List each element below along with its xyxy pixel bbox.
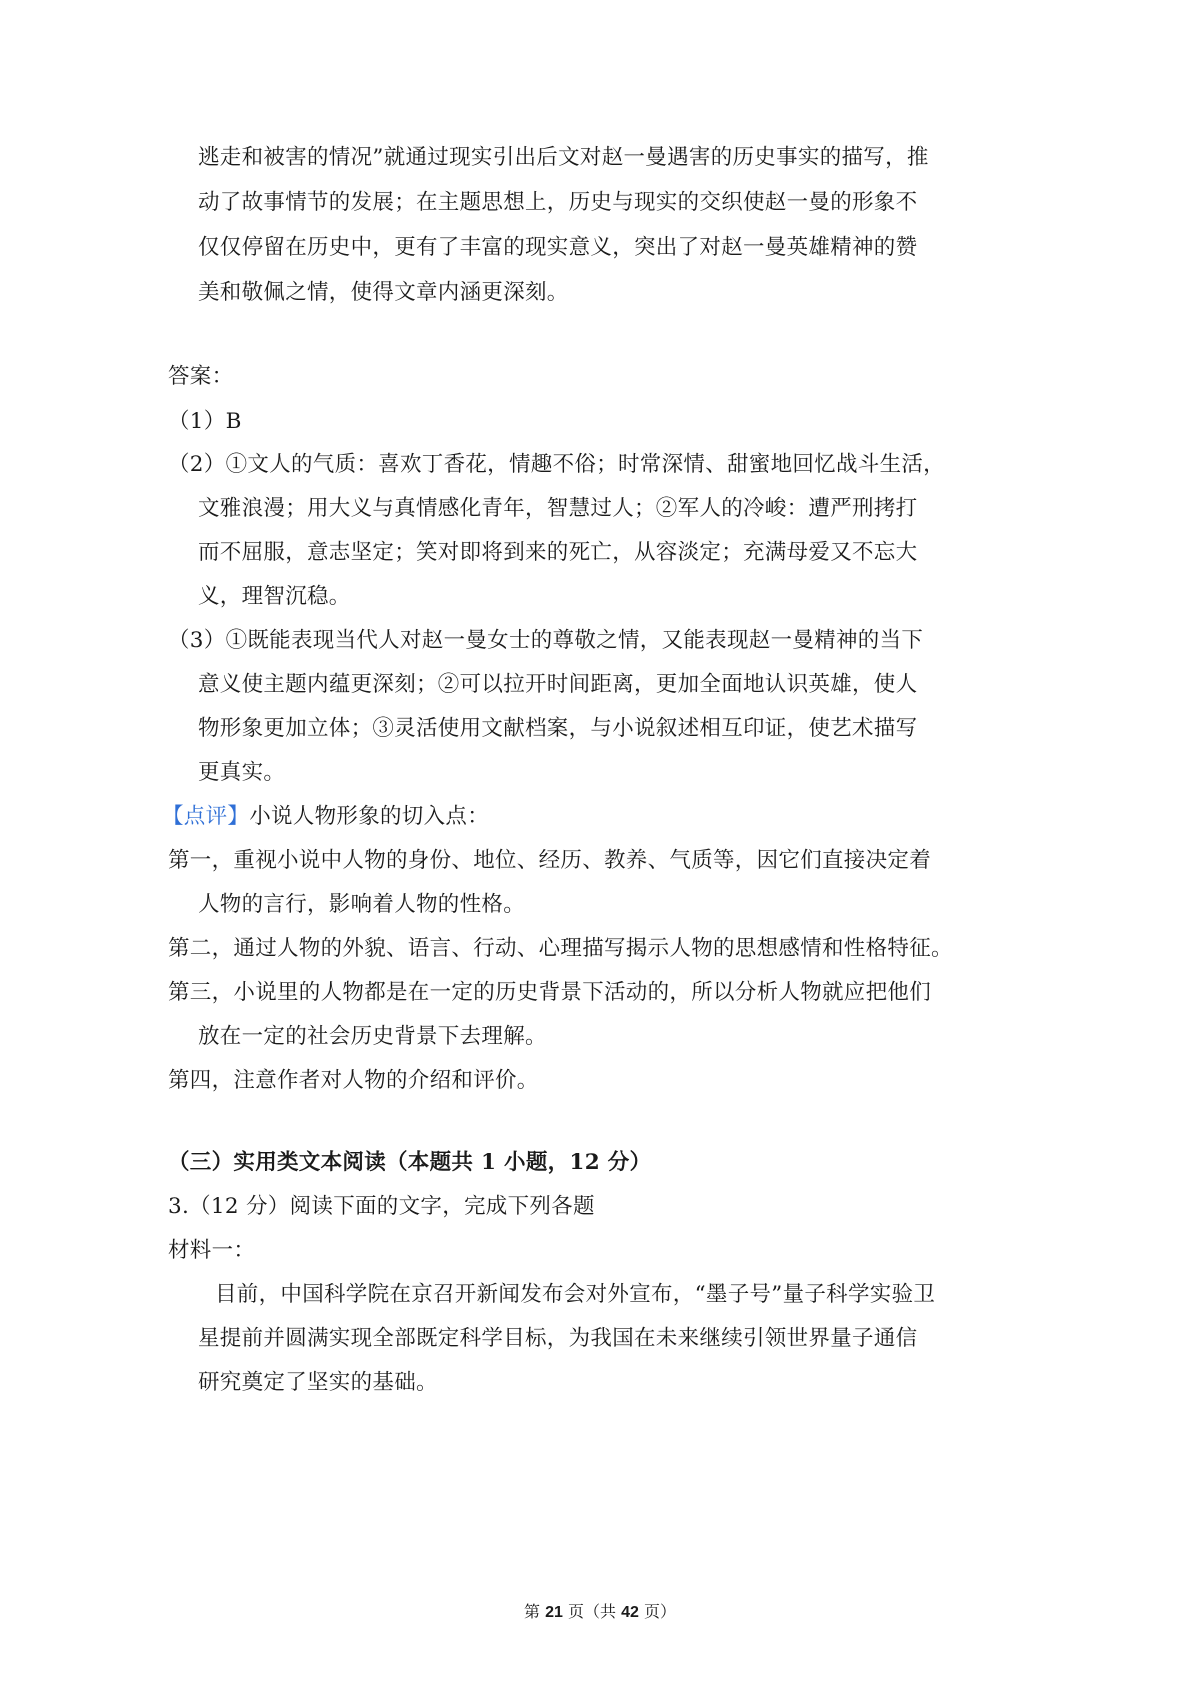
material-line: 星提前并圆满实现全部既定科学目标，为我国在未来继续引领世界量子通信 xyxy=(198,1326,918,1351)
review-point: 人物的言行，影响着人物的性格。 xyxy=(198,892,526,917)
intro-line: 动了故事情节的发展；在主题思想上，历史与现实的交织使赵一曼的形象不 xyxy=(198,190,918,215)
review-point: 第二，通过人物的外貌、语言、行动、心理描写揭示人物的思想感情和性格特征。 xyxy=(168,936,953,961)
answer-q3-line: 物形象更加立体；③灵活使用文献档案，与小说叙述相互印证，使艺术描写 xyxy=(198,716,918,741)
review-point: 放在一定的社会历史背景下去理解。 xyxy=(198,1024,547,1049)
answer-q1: （1）B xyxy=(168,409,242,434)
review-intro: 小说人物形象的切入点： xyxy=(249,804,490,829)
page-number: 21 xyxy=(545,1604,563,1621)
material-line: 研究奠定了坚实的基础。 xyxy=(198,1370,438,1395)
answer-q2-line: 义，理智沉稳。 xyxy=(198,584,351,609)
answer-heading: 答案： xyxy=(168,364,234,389)
answer-q2-line: （2）①文人的气质：喜欢丁香花，情趣不俗；时常深情、甜蜜地回忆战斗生活， xyxy=(168,452,945,477)
review-line xyxy=(162,792,489,841)
section-heading: （三）实用类文本阅读（本题共 1 小题，12 分） xyxy=(168,1150,652,1175)
intro-line: 逃走和被害的情况”就通过现实引出后文对赵一曼遇害的历史事实的描写，推 xyxy=(198,145,929,170)
material-label: 材料一： xyxy=(168,1238,256,1263)
answer-q3-line: 意义使主题内蕴更深刻；②可以拉开时间距离，更加全面地认识英雄，使人 xyxy=(198,672,918,697)
answer-q3-line: （3）①既能表现当代人对赵一曼女士的尊敬之情，又能表现赵一曼精神的当下 xyxy=(168,628,924,653)
answer-q2-line: 而不屈服，意志坚定；笑对即将到来的死亡，从容淡定；充满母爱又不忘大 xyxy=(198,540,918,565)
review-point: 第一，重视小说中人物的身份、地位、经历、教养、气质等，因它们直接决定着 xyxy=(168,848,932,873)
answer-q2-line: 文雅浪漫；用大义与真情感化青年，智慧过人；②军人的冷峻：遭严刑拷打 xyxy=(198,496,918,521)
review-tag: 【点评】 xyxy=(162,804,250,829)
intro-line: 美和敬佩之情，使得文章内涵更深刻。 xyxy=(198,280,569,305)
review-point: 第四，注意作者对人物的介绍和评价。 xyxy=(168,1068,539,1093)
material-line: 目前，中国科学院在京召开新闻发布会对外宣布，“墨子号”量子科学实验卫 xyxy=(215,1282,936,1307)
page-total: 42 xyxy=(621,1604,639,1621)
review-point: 第三，小说里的人物都是在一定的历史背景下活动的，所以分析人物就应把他们 xyxy=(168,980,932,1005)
intro-line: 仅仅停留在历史中，更有了丰富的现实意义，突出了对赵一曼英雄精神的赞 xyxy=(198,235,918,260)
answer-q3-line: 更真实。 xyxy=(198,760,286,785)
question-title: 3.（12 分）阅读下面的文字，完成下列各题 xyxy=(168,1194,595,1219)
page-footer: 第 21 页（共 42 页） xyxy=(523,1602,676,1621)
